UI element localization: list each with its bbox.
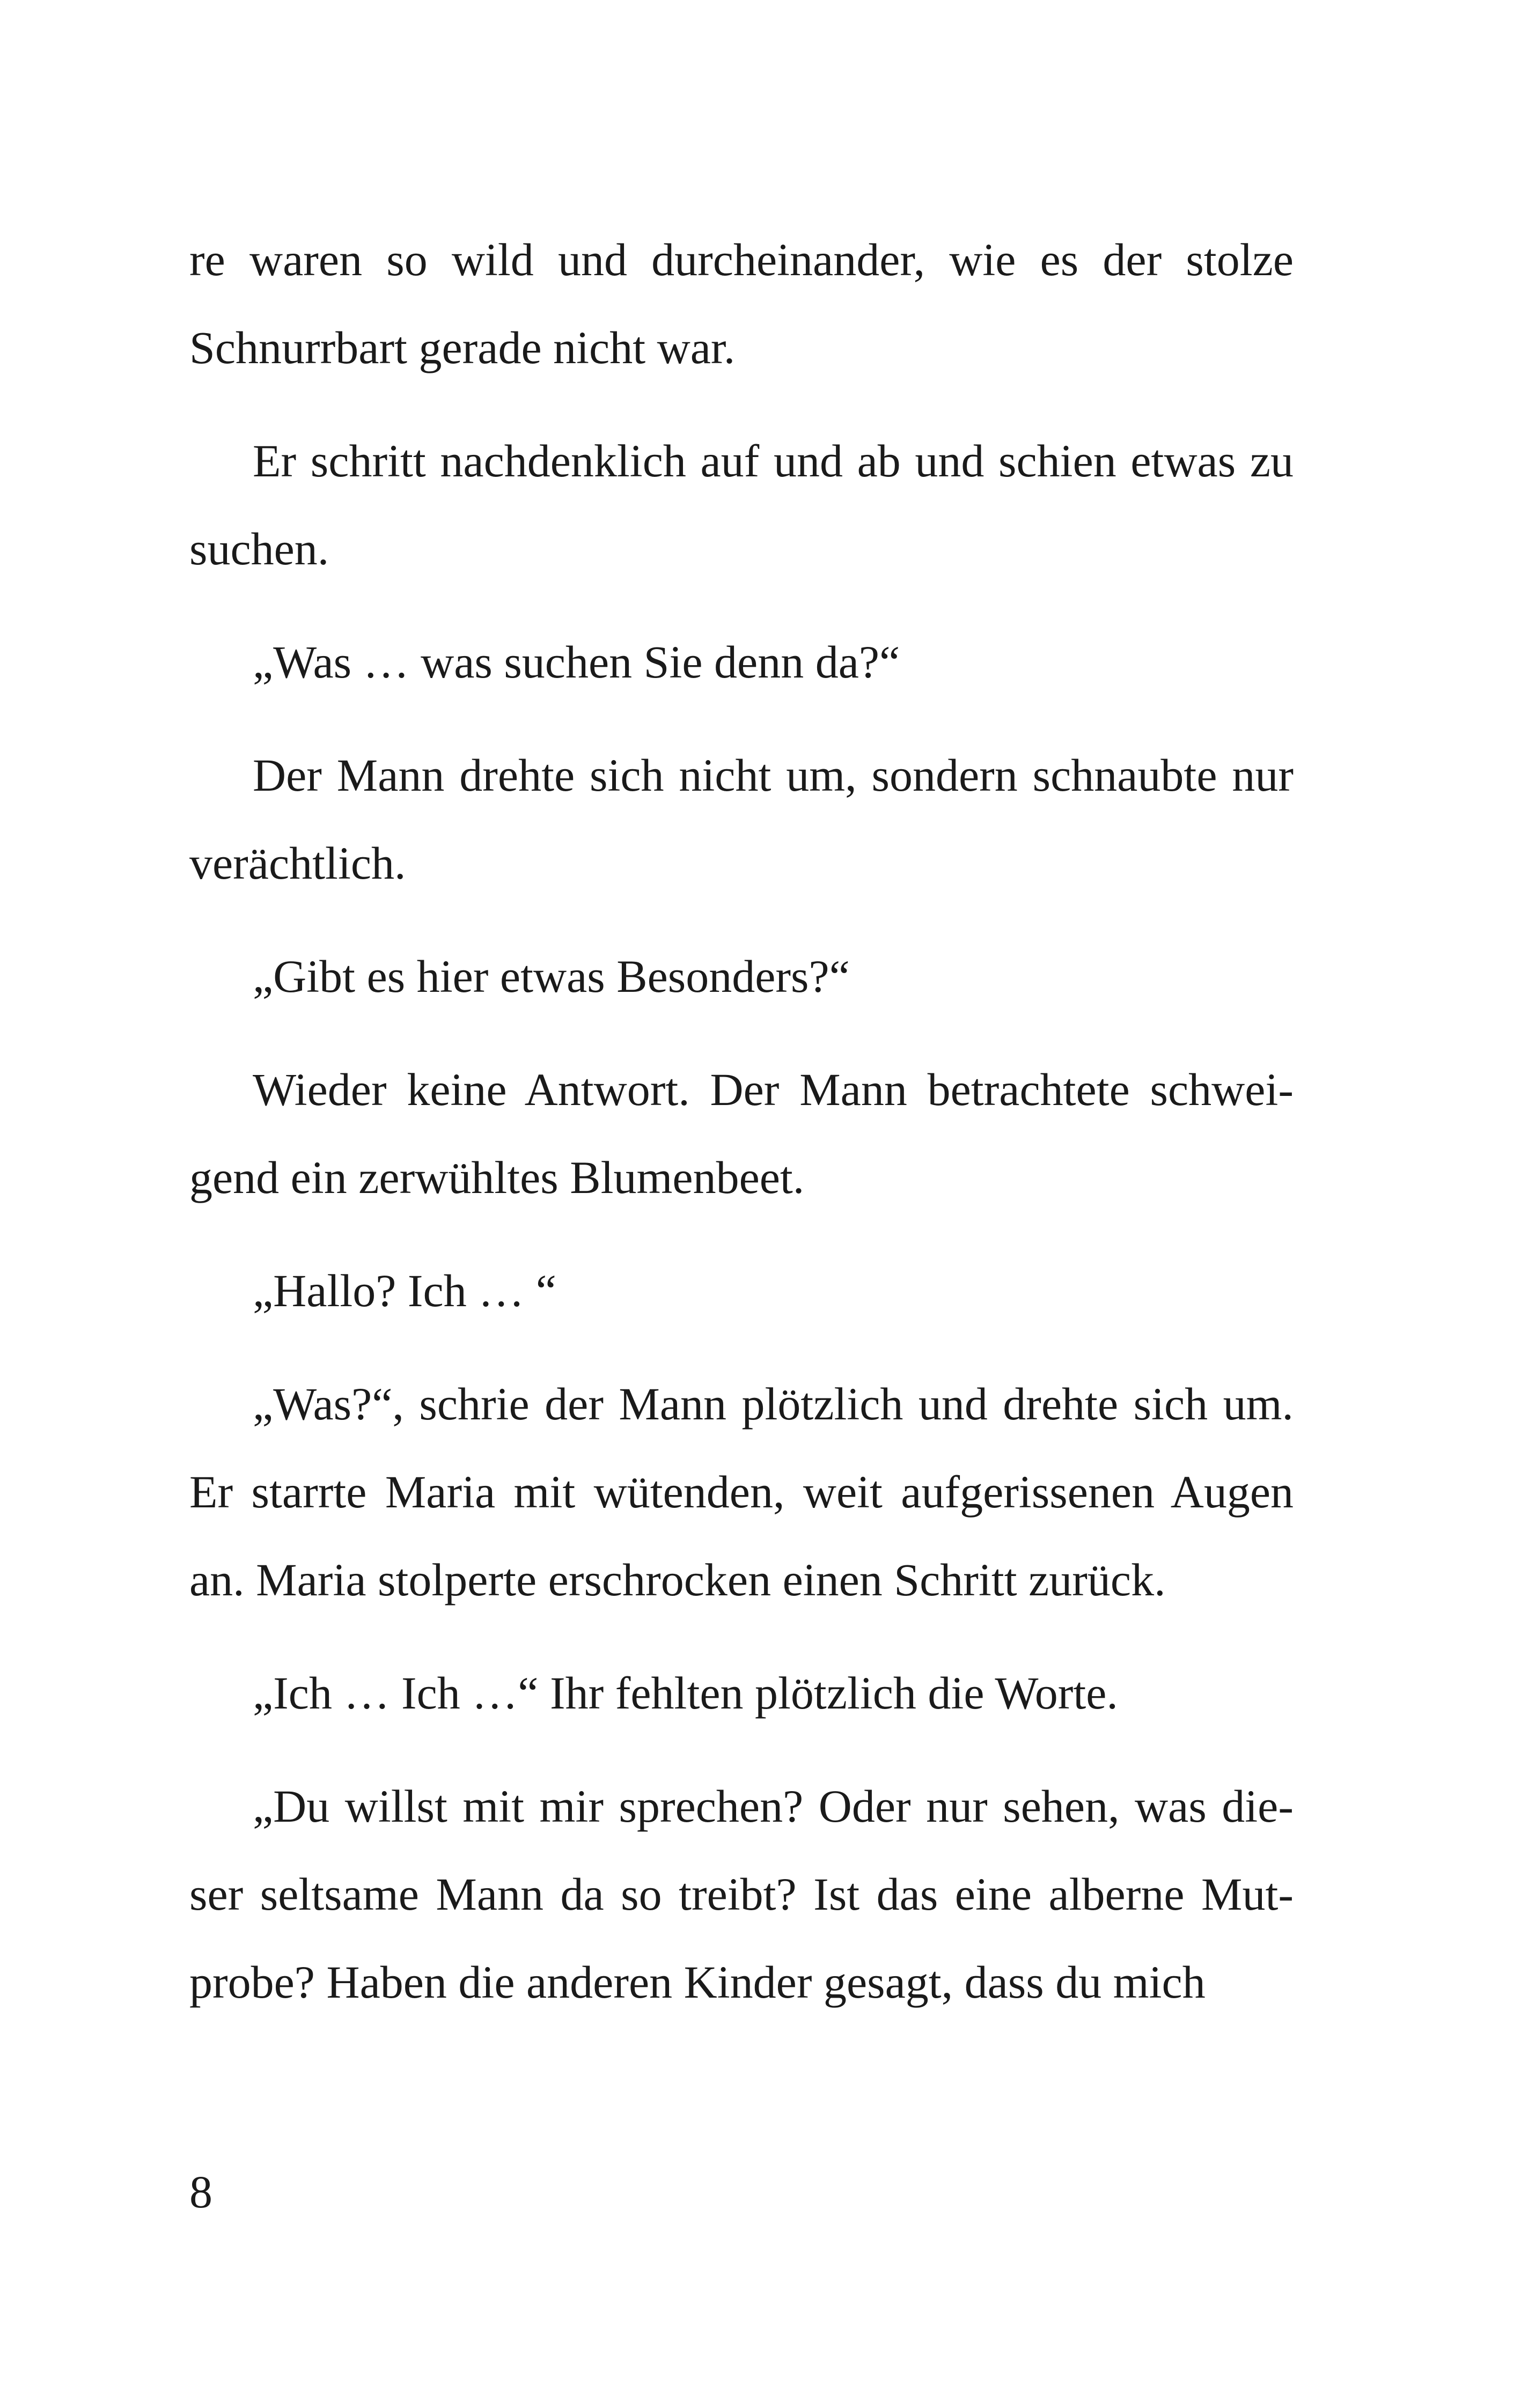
paragraph: „Ich … Ich …“ Ihr fehlten plötzlich die Worte. [253,1667,1118,1719]
paragraph: Er schritt nachdenklich auf und ab und schien etwas zu suchen. [189,435,1294,575]
paragraph: „Hallo? Ich … “ [253,1265,556,1316]
paragraph: „Was … was suchen Sie denn da?“ [253,636,900,688]
paragraph: Wieder keine Antwort. Der Mann betrachtete schweigend ein zerwühltes Blumenbeet. [189,1064,1294,1203]
paragraph: re waren so wild und durcheinander, wie es der stolze Schnurrbart gerade nicht war. [189,234,1294,373]
paragraph: „Was?“, schrie der Mann plötzlich und drehte sich um. Er starrte Maria mit wütenden, weit aufgerissenen Augen an. Maria stolperte erschrocken einen Schritt zurück. [189,1378,1294,1606]
paragraph: „Du willst mit mir sprechen? Oder nur sehen, was dieser seltsame Mann da so treibt? Ist das eine alberne Mutprobe? Haben die anderen Kinder gesagt, dass du mich [189,1780,1294,2008]
paragraph: „Gibt es hier etwas Besonders?“ [253,951,850,1002]
body-text [189,216,1294,2051]
paragraph: Der Mann drehte sich nicht um, sondern schnaubte nur verächtlich. [189,749,1294,889]
page-number: 8 [189,2166,212,2218]
